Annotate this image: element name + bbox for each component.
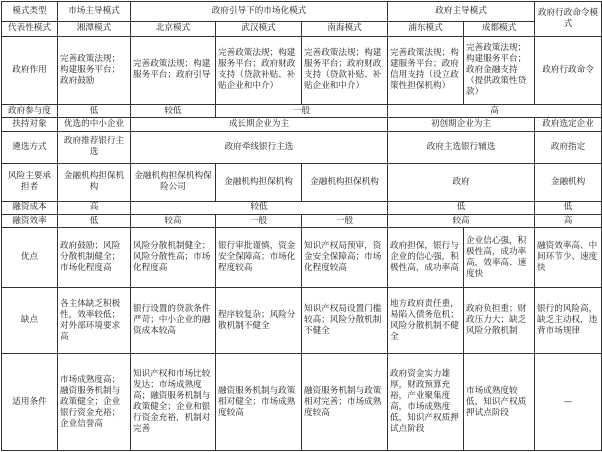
cell-government-guided: 政府牵线银行主选 (131, 131, 388, 163)
cell-government-led: 初创期企业为主 (388, 118, 535, 131)
row-label: 政府参与度 (2, 104, 58, 117)
group-market-led: 市场主导模式 (58, 2, 131, 22)
cell-beijing: 完善政策法规；构建服务平台；政府引导 (131, 37, 216, 105)
cell-neijiang: 金融机构 (535, 163, 602, 201)
cell-wuhan: 金融机构担保机构 (216, 163, 302, 201)
group-government-led: 政府主导模式 (388, 2, 535, 22)
cell-pudong: 地方政府责任重，易陷入债务危机；风险分散机制不健全 (388, 288, 464, 354)
row-risk-bearer (2, 163, 602, 201)
model-chengdu: 成都模式 (464, 21, 535, 36)
cell-nanhai: 完善政策法规；构建服务平台；政府财政支持（贷款补贴、补贴企业和中介） (302, 37, 388, 105)
cell-market-led: 优选的中小企业 (58, 118, 131, 131)
cell-neijiang: — (535, 354, 602, 451)
model-beijing: 北京模式 (131, 21, 216, 36)
cell-market-led: 政府推荐银行主选 (58, 131, 131, 163)
cell-neijiang: 政府指定 (535, 131, 602, 163)
cell-xiangtan: 低 (58, 215, 131, 228)
row-label: 融资成本 (2, 201, 58, 214)
cell-beijing: 风险分散机制健全；风险分散性高；市场化程度高 (131, 228, 216, 288)
cell-wuhan: 银行审批谨慎，资金安全保障高；市场化程度较高 (216, 228, 302, 288)
cell-xiangtan: 各主体缺乏积极性，效率较低；对外部环境要求高 (58, 288, 131, 354)
cell-beijing: 较低 (131, 104, 216, 117)
cell-government-led: 较高 (388, 215, 535, 228)
row-government-role (2, 37, 602, 105)
header-row-representative (2, 21, 602, 36)
row-applicable-conditions (2, 354, 602, 451)
cell-xiangtan: 政府鼓励；风险分散机制健全；市场化程度高 (58, 228, 131, 288)
cell-neijiang: 融资效率高、中间环节少、速度快 (535, 228, 602, 288)
cell-pudong: 完善政策法规；构建服务平台；政府信用支持（设立政策性担保机构） (388, 37, 464, 105)
cell-chengdu: 完善政策法规；构建服务平台；政府金融支持（提供政策性贷款） (464, 37, 535, 105)
cell-wuhan: 程序较复杂；风险分散机制不健全 (216, 288, 302, 354)
row-label: 扶持对象 (2, 118, 58, 131)
cell-pudong: 政府资金实力雄厚，财政预算充裕，产业聚集度高，市场成熟度低，知识产权质押试点阶段 (388, 354, 464, 451)
cell-market-led: 高 (58, 201, 131, 214)
model-pudong: 浦东模式 (388, 21, 464, 36)
cell-government-guided: 较低 (131, 201, 388, 214)
cell-market-led: 低 (58, 104, 131, 117)
model-nanhai: 南海模式 (302, 21, 388, 36)
cell-wuhan: 一般 (216, 215, 302, 228)
cell-government-led: 政府主选银行辅选 (388, 131, 535, 163)
cell-neijiang: 银行的风险高，缺乏主动权，违背市场规律 (535, 288, 602, 354)
label-mode-type: 模式类型 (2, 2, 58, 22)
row-advantages (2, 228, 602, 288)
row-government-participation (2, 104, 602, 117)
group-government-guided-market: 政府引导下的市场化模式 (131, 2, 388, 22)
cell-wuhan: 完善政策法规；构建服务平台；政府财政支持（贷款补贴、补贴企业和中介） (216, 37, 302, 105)
cell-nanhai: 金融机构担保机构 (302, 163, 388, 201)
cell-nanhai: 融资服务机制与政策相对完善；市场成熟度较高 (302, 354, 388, 451)
model-wuhan: 武汉模式 (216, 21, 302, 36)
model-xiangtan: 湘潭模式 (58, 21, 131, 36)
cell-beijing: 知识产权和市场比较发达；市场成熟度高；融资服务机制与政策健全；企业和银行资金充裕，机制对完善 (131, 354, 216, 451)
row-disadvantages (2, 288, 602, 354)
header-row-mode-type (2, 2, 602, 22)
label-representative-model: 代表性模式 (2, 21, 58, 36)
cell-beijing: 银行设置的贷款条件严苛；中小企业的融资成本较高 (131, 288, 216, 354)
cell-chengdu: 市场成熟度较低，知识产权质押试点阶段 (464, 354, 535, 451)
cell-beijing: 金融机构担保机构保险公司 (131, 163, 216, 201)
cell-pudong-chengdu-neijiang: 高 (388, 104, 602, 117)
row-label: 缺点 (2, 288, 58, 354)
cell-government-led: 低 (388, 201, 535, 214)
cell-neijiang: 高 (535, 215, 602, 228)
group-government-administrative: 政府行政命令模式 (535, 2, 602, 37)
cell-government-guided: 成长期企业为主 (131, 118, 388, 131)
cell-nanhai: 一般 (302, 215, 388, 228)
row-financing-efficiency (2, 215, 602, 228)
cell-nanhai: 知识产权局设置门槛较高；风险分散机制不健全 (302, 288, 388, 354)
ip-pledge-financing-modes-table (1, 1, 602, 451)
cell-neijiang: 低 (535, 201, 602, 214)
row-label: 优点 (2, 228, 58, 288)
row-label: 风险主要承担者 (2, 163, 58, 201)
cell-xiangtan: 市场成熟度高；融资服务机制与政策健全；企业银行资金充裕；企业信誉高 (58, 354, 131, 451)
cell-beijing: 较高 (131, 215, 216, 228)
row-label: 遴选方式 (2, 131, 58, 163)
row-label: 融资效率 (2, 215, 58, 228)
cell-chengdu: 政府负担重；财政压力大；缺乏风险分散机制 (464, 288, 535, 354)
cell-government-led: 政府 (388, 163, 535, 201)
cell-neijiang: 政府选定企业 (535, 118, 602, 131)
row-support-target (2, 118, 602, 131)
row-financing-cost (2, 201, 602, 214)
cell-chengdu: 企业信心强，积极性高，成功率高，效率高、速度快 (464, 228, 535, 288)
cell-wuhan: 融资服务机制与政策相对健全；市场成熟度较高 (216, 354, 302, 451)
cell-xiangtan: 完善政策法规；构建服务平台；政府鼓励 (58, 37, 131, 105)
cell-neijiang: 政府行政命令 (535, 37, 602, 105)
cell-wuhan-nanhai: 一般 (216, 104, 388, 117)
cell-pudong: 政府担保，银行与企业的信心强，积极性高，成功率高 (388, 228, 464, 288)
row-label: 政府作用 (2, 37, 58, 105)
cell-xiangtan: 金融机构担保机构 (58, 163, 131, 201)
cell-nanhai: 知识产权局预审，资金安全保障高；市场化程度较高 (302, 228, 388, 288)
row-selection-method (2, 131, 602, 163)
row-label: 适用条件 (2, 354, 58, 451)
